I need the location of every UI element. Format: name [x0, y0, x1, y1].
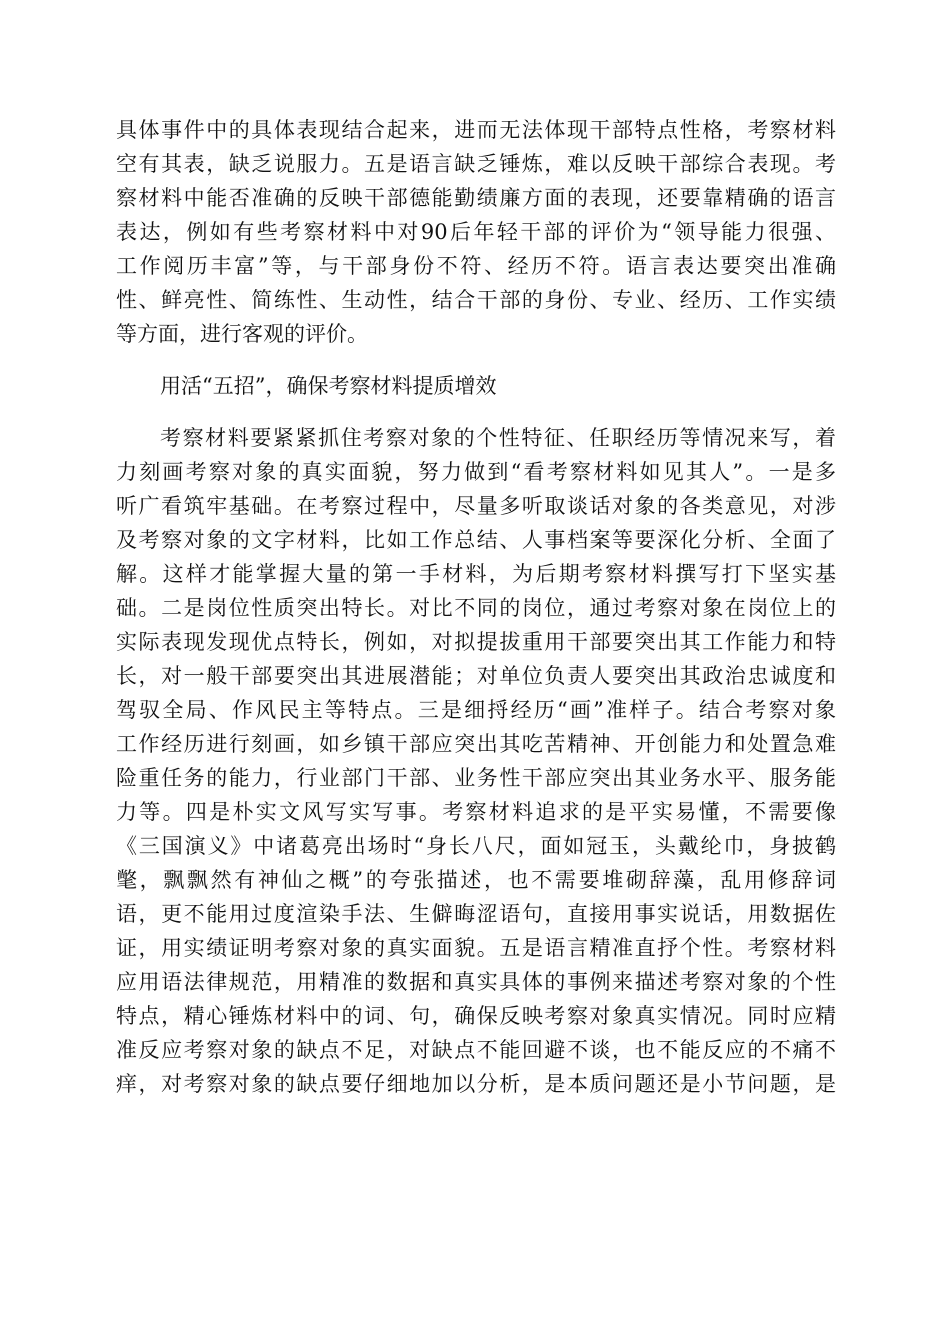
paragraph-line: 力等。四是朴实文风写实写事。考察材料追求的是平实易懂，不需要像 — [116, 800, 836, 824]
paragraph-line: 长，对一般干部要突出其进展潜能；对单位负责人要突出其政治忠诚度和 — [116, 664, 836, 688]
paragraph-line: 力刻画考察对象的真实面貌，努力做到“看考察材料如见其人”。一是多 — [116, 460, 836, 484]
section-heading: 用活“五招”，确保考察材料提质增效 — [160, 374, 497, 398]
paragraph-line: 应用语法律规范，用精准的数据和真实具体的事例来描述考察对象的个性 — [116, 970, 836, 994]
paragraph-line: 础。二是岗位性质突出特长。对比不同的岗位，通过考察对象在岗位上的 — [116, 596, 836, 620]
paragraph-line: 《三国演义》中诸葛亮出场时“身长八尺，面如冠玉，头戴纶巾，身披鹤 — [116, 834, 836, 858]
paragraph-line: 证，用实绩证明考察对象的真实面貌。五是语言精准直抒个性。考察材料 — [116, 936, 836, 960]
paragraph-line: 险重任务的能力，行业部门干部、业务性干部应突出其业务水平、服务能 — [116, 766, 836, 790]
paragraph-line: 察材料中能否准确的反映干部德能勤绩廉方面的表现，还要靠精确的语言 — [116, 186, 836, 210]
paragraph-line: 痒，对考察对象的缺点要仔细地加以分析，是本质问题还是小节问题，是 — [116, 1072, 836, 1096]
paragraph-line: 表达，例如有些考察材料中对90后年轻干部的评价为“领导能力很强、 — [116, 220, 836, 244]
paragraph-line: 氅，飘飘然有神仙之概”的夸张描述，也不需要堆砌辞藻，乱用修辞词 — [116, 868, 836, 892]
paragraph-line: 准反应考察对象的缺点不足，对缺点不能回避不谈，也不能反应的不痛不 — [116, 1038, 836, 1062]
paragraph-line: 解。这样才能掌握大量的第一手材料，为后期考察材料撰写打下坚实基 — [116, 562, 836, 586]
paragraph-line: 特点，精心锤炼材料中的词、句，确保反映考察对象真实情况。同时应精 — [116, 1004, 836, 1028]
paragraph-line: 驾驭全局、作风民主等特点。三是细捋经历“画”准样子。结合考察对象 — [116, 698, 836, 722]
paragraph-line: 实际表现发现优点特长，例如，对拟提拔重用干部要突出其工作能力和特 — [116, 630, 836, 654]
paragraph-line: 语，更不能用过度渲染手法、生僻晦涩语句，直接用事实说话，用数据佐 — [116, 902, 836, 926]
paragraph-line: 听广看筑牢基础。在考察过程中，尽量多听取谈话对象的各类意见，对涉 — [116, 494, 836, 518]
paragraph-line: 性、鲜亮性、简练性、生动性，结合干部的身份、专业、经历、工作实绩 — [116, 288, 836, 312]
paragraph-line: 具体事件中的具体表现结合起来，进而无法体现干部特点性格，考察材料 — [116, 118, 836, 142]
paragraph-line: 空有其表，缺乏说服力。五是语言缺乏锤炼，难以反映干部综合表现。考 — [116, 152, 836, 176]
paragraph-line: 考察材料要紧紧抓住考察对象的个性特征、任职经历等情况来写，着 — [160, 426, 836, 450]
paragraph-line: 及考察对象的文字材料，比如工作总结、人事档案等要深化分析、全面了 — [116, 528, 836, 552]
paragraph-line: 工作经历进行刻画，如乡镇干部应突出其吃苦精神、开创能力和处置急难 — [116, 732, 836, 756]
paragraph-line: 等方面，进行客观的评价。 — [116, 322, 368, 346]
paragraph-line: 工作阅历丰富”等，与干部身份不符、经历不符。语言表达要突出准确 — [116, 254, 836, 278]
